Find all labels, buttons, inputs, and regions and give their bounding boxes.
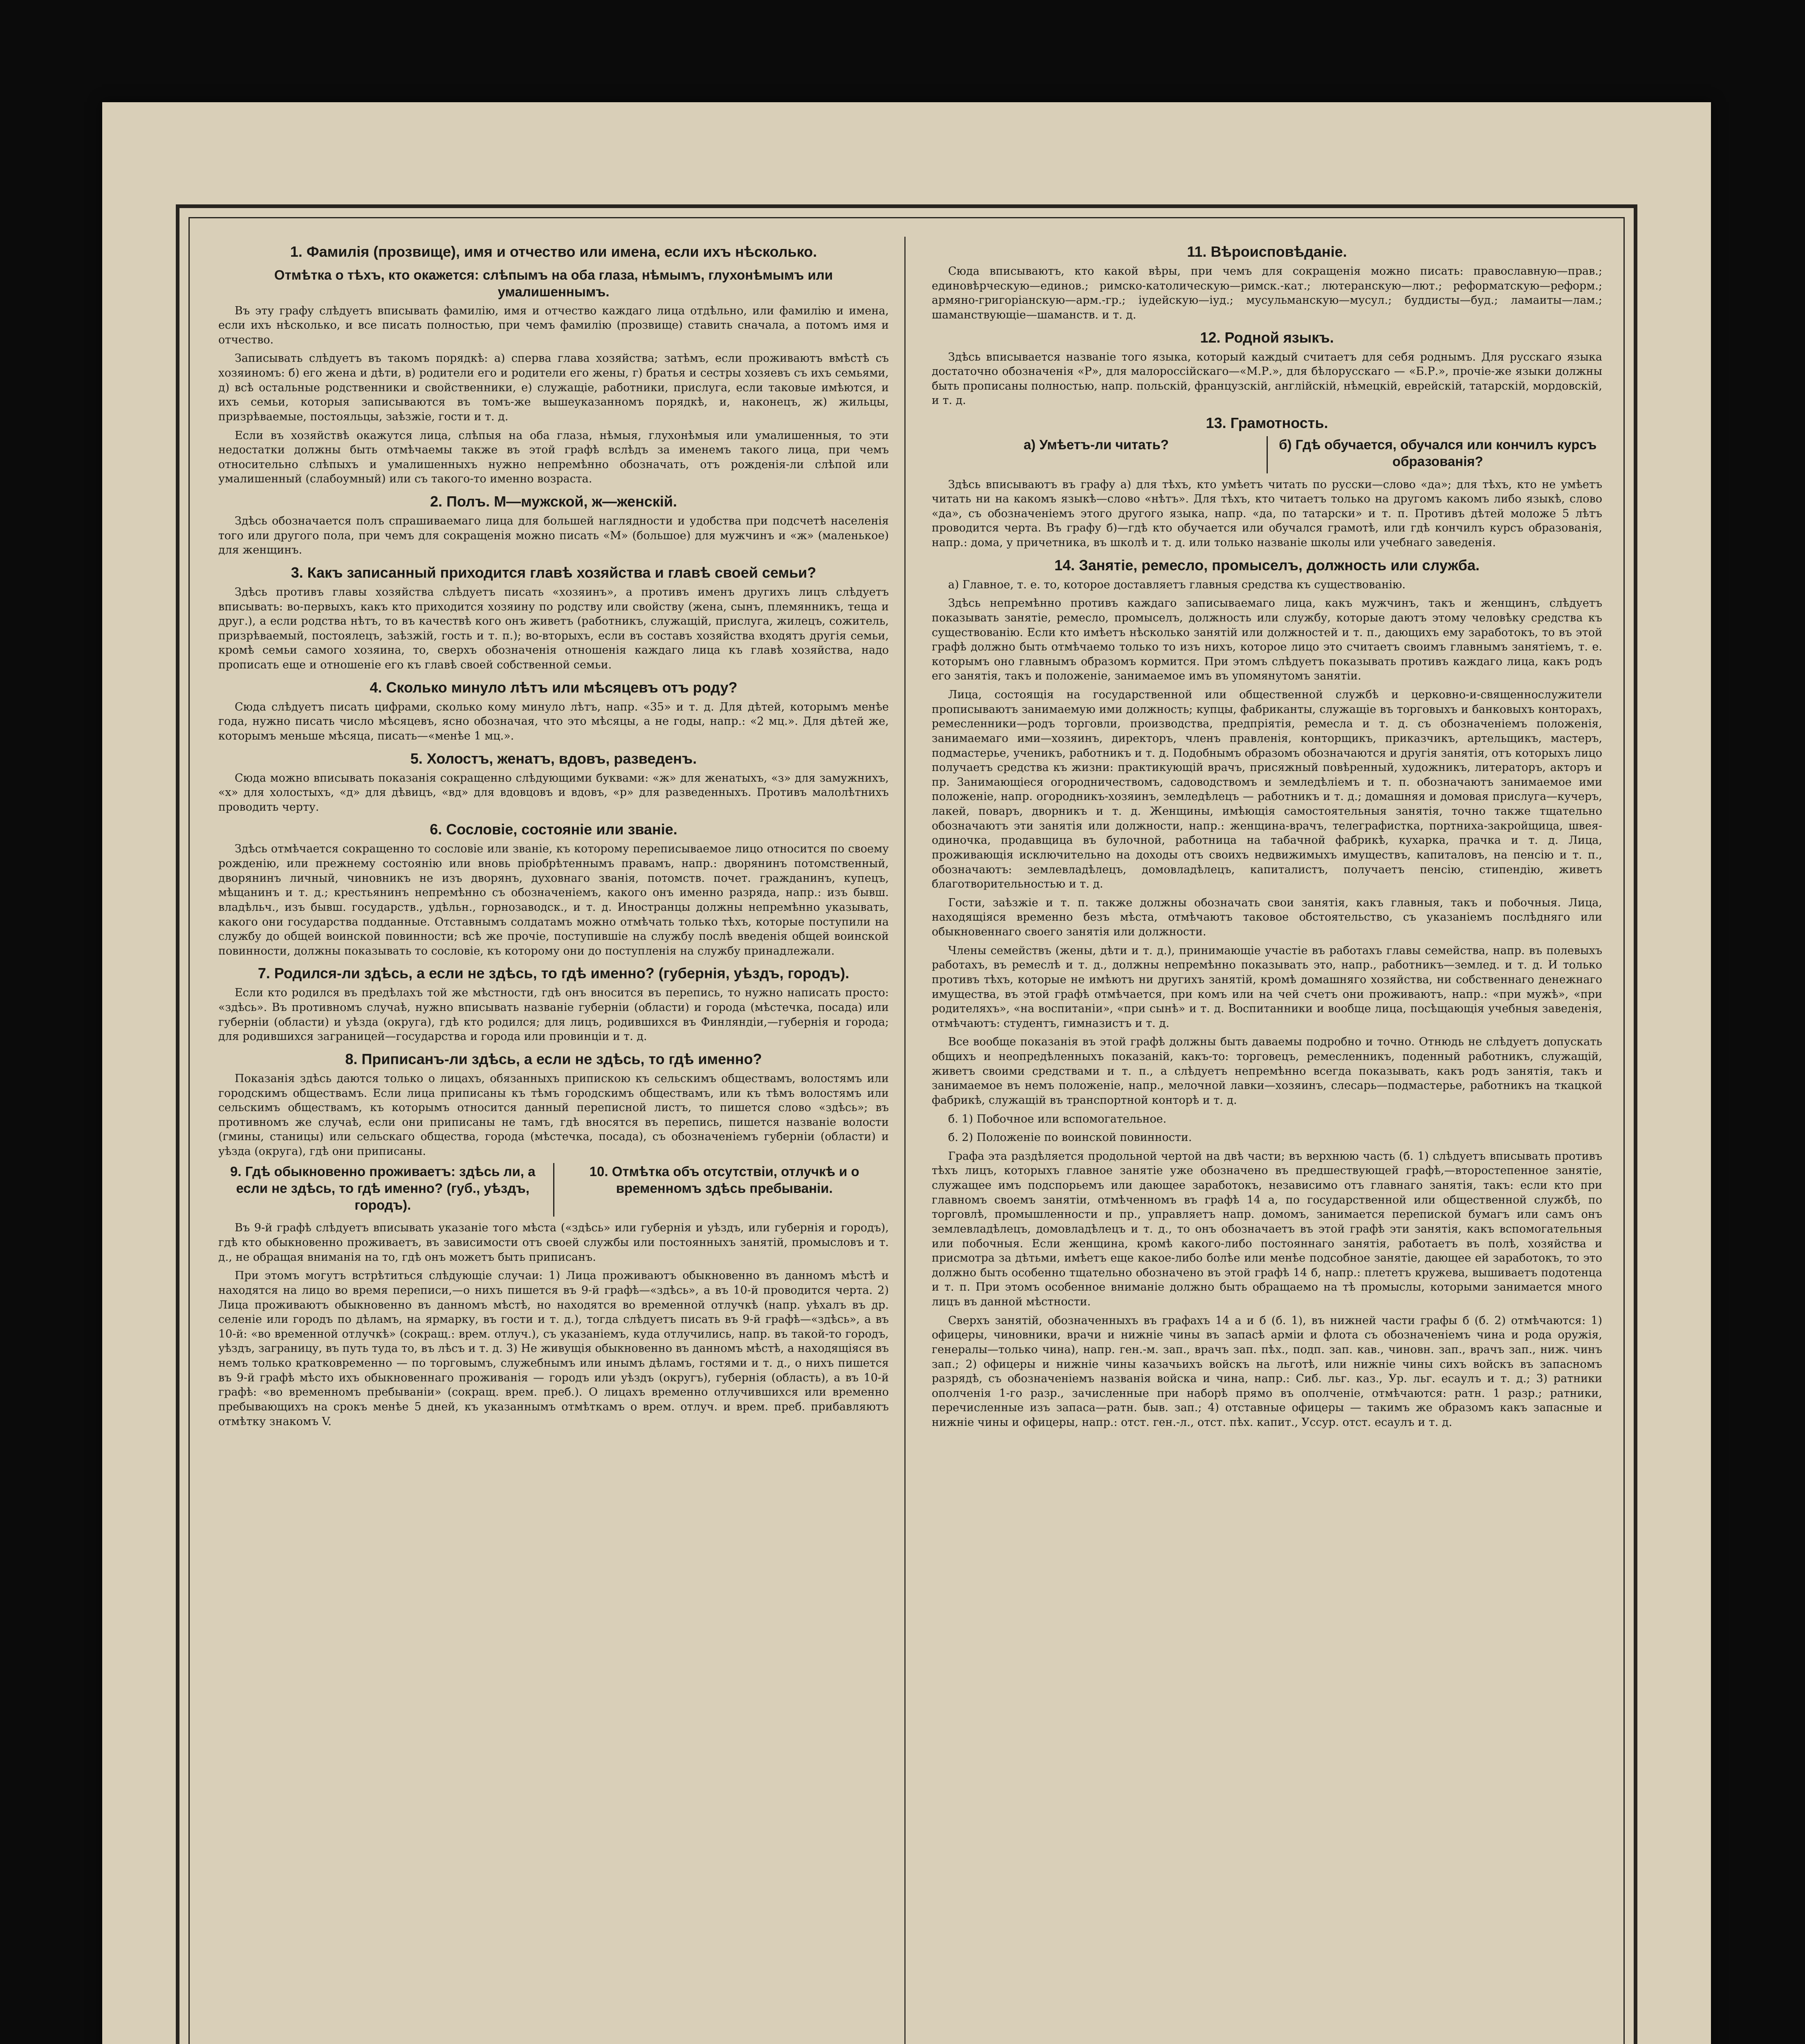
literacy-a-heading: а) Умѣетъ-ли читать?	[1023, 437, 1169, 452]
section-paragraph: Записывать слѣдуетъ въ такомъ порядкѣ: а) сперва глава хозяйства; затѣмъ, если проживаютъ вмѣстѣ съ хозяиномъ: б) его жена и дѣти, в) родители его и родители его жены, г) братья и сестры хозяевъ съ ихъ семьями, д) всѣ остальные родственники и свойственники, е) служащіе, работники, прислуга, если таковые имѣются, и ихъ семьи, которыя записываются въ томъ-же вышеуказанномъ порядкѣ, и, наконецъ, ж) жильцы, призрѣваемые, постояльцы, заѣзжіе, гости и т. д.	[218, 352, 889, 423]
section-paragraph: Сюда можно вписывать показанія сокращенно слѣдующими буквами: «ж» для женатыхъ, «з» для замужнихъ, «х» для холостыхъ, «д» для дѣвицъ, «вд» для вдовцовъ и вдовъ, «р» для разведенныхъ. Противъ малолѣтнихъ проводить черту.	[218, 771, 889, 814]
section-paragraph: Если въ хозяйствѣ окажутся лица, слѣпыя на оба глаза, нѣмыя, глухонѣмыя или умалишенныя, то эти недостатки должны быть отмѣчаемы также въ этой графѣ вслѣдъ за именемъ такого лица, при чемъ относительно слѣпыхъ и умалишенныхъ нужно непремѣнно обозначать, отъ рожденія-ли слѣпой или умалишенный (слабоумный) или съ такого-то именно возраста.	[218, 429, 889, 486]
question-10-heading: 10. Отмѣтка объ отсутствіи, отлучкѣ и о временномъ здѣсь пребываніи.	[589, 1163, 859, 1196]
section-subheading: Отмѣтка о тѣхъ, кто окажется: слѣпымъ на оба глаза, нѣмымъ, глухонѣмымъ или умалишеннымъ.	[274, 267, 833, 300]
column-divider	[904, 237, 906, 2044]
literacy-subquestions	[932, 436, 1602, 473]
section-paragraph: Члены семействъ (жены, дѣти и т. д.), принимающіе участіе въ работахъ главы семейства, напр. въ полевыхъ работахъ, въ ремеслѣ и т. д., должны непремѣнно показывать это, напр., работникъ—землед. и т. д. И только противъ тѣхъ, которые не имѣютъ ни другихъ занятій, кромѣ домашняго хозяйства, ни собственнаго денежнаго имущества, въ этой графѣ отмѣчается, при комъ или на чей счетъ они проживаютъ, напр.: «при мужѣ», «при родителяхъ», «на воспитаніи», «при сынѣ» и т. д. Воспитанники и вообще лица, посѣщающія учебныя заведенія, отмѣчаютъ: студентъ, гимназистъ и т. д.	[932, 944, 1602, 1030]
question-9-heading: 9. Гдѣ обыкновенно проживаетъ: здѣсь ли, а если не здѣсь, то гдѣ именно? (губ., уѣздъ, городъ).	[230, 1163, 536, 1213]
section-heading: 12. Родной языкъ.	[1200, 329, 1334, 346]
section-heading: 8. Приписанъ-ли здѣсь, а если не здѣсь, то гдѣ именно?	[345, 1050, 762, 1067]
section-paragraph: Здѣсь обозначается полъ спрашиваемаго лица для большей наглядности и удобства при подсчетѣ населенія того или другого пола, при чемъ для сокращенія можно писать «М» (большое) для мужчинъ и «ж» (маленькое) для женщинъ.	[218, 515, 889, 557]
section-heading: 13. Грамотность.	[1206, 415, 1328, 431]
section-paragraph: Сверхъ занятій, обозначенныхъ въ графахъ 14 а и б (б. 1), въ нижней части графы б (б. 2) отмѣчаются: 1) офицеры, чиновники, врачи и нижніе чины въ запасѣ арміи и флота съ обозначеніемъ чина и рода оружія, генералы—только чина), напр. ген.-м. зап., врачъ зап. пѣх., подп. зап. кав., чиновн. зап., врачъ зап., ниж. чинъ зап.; 2) офицеры и нижніе чины казачьихъ войскъ на льготѣ, или нижніе чины сихъ войскъ въ запасномъ разрядѣ, съ обозначеніемъ названія войска и чина, напр.: Сиб. льг. каз., Ур. льг. есаулъ и т. д.; 3) ратники ополченія 1-го разр., зачисленные при наборѣ прямо въ ополченіе, отмѣчаются: ратн. 1 разр.; ратники, перечисленные изъ запаса—ратн. быв. зап.; 4) отставные офицеры — такимъ же образомъ какъ запасные и нижніе чины и офицеры, напр.: отст. ген.-л., отст. пѣх. капит., Уссур. отст. есаулъ и т. д.	[932, 1314, 1602, 1429]
section-paragraph: Показанія здѣсь даются только о лицахъ, обязанныхъ припискою къ сельскимъ обществамъ, волостямъ или городскимъ обществамъ. Если лица приписаны къ тѣмъ городскимъ обществамъ, или къ тѣмъ волостямъ или сельскимъ обществамъ, къ которымъ относится данный переписной листъ, то пишется слово «здѣсь»; въ противномъ же случаѣ, если они приписаны не тамъ, гдѣ вносятся въ перепись, пишется названіе волости (гмины, станицы) или сельскаго общества, города (мѣстечка, посада), съ обозначеніемъ губерніи (области) и уѣзда (округа), гдѣ они приписаны.	[218, 1072, 889, 1158]
section-heading: 6. Сословіе, состояніе или званіе.	[430, 821, 677, 838]
page-frame	[176, 204, 1637, 2044]
section-paragraph: Лица, состоящія на государственной или общественной службѣ и церковно-и-священнослужители прописываютъ занимаемую ими должность; купцы, фабриканты, служащіе въ торговыхъ и банковыхъ конторахъ, ремесленники—родъ торговли, производства, предпріятія, ремесла и т. д. съ обозначеніемъ положенія, занимаемаго ими—хозяинъ, директоръ, членъ правленія, конторщикъ, приказчикъ, артельщикъ, мастеръ, подмастерье, ученикъ, работникъ и т. д. Подобнымъ образомъ обозначаются и другія занятія, отъ которыхъ лицо получаетъ средства къ жизни: практикующій врачъ, присяжный повѣренный, художникъ, литераторъ, акторъ и пр. Занимающіеся огородничествомъ, садоводствомъ и земледѣліемъ и т. п. обозначаютъ занимаемое ими положеніе, напр. огородникъ-хозяинъ, земледѣлецъ — работникъ и т. д.; домашняя и домовая прислуга—кучеръ, лакей, поваръ, дворникъ и т. д. Женщины, имѣющія самостоятельныя занятія, точно также тщательно обозначаютъ эти занятія или должности, напр.: женщина-врачъ, телеграфистка, портниха-закройщица, швея-одиночка, продавщица въ булочной, работница на табачной фабрикѣ, кухарка, прачка и т. д. Лица, проживающія исключительно на доходы отъ своихъ недвижимыхъ имуществъ, капиталовъ, на пенсію и т. п., обозначаютъ: землевладѣлецъ, домовладѣлецъ, капиталистъ, получаетъ пенсію, стипендію, живетъ благотворительностью и т. д.	[932, 688, 1602, 891]
question-9-cell	[218, 1163, 554, 1217]
left-column	[218, 237, 889, 1433]
section-paragraph: Здѣсь вписываютъ въ графу а) для тѣхъ, кто умѣетъ читать по русски—слово «да»; для тѣхъ, кто не умѣетъ читать ни на какомъ языкѣ—слово «нѣтъ». Для тѣхъ, кто читаетъ только на другомъ какомъ либо языкѣ, слово «да», съ обозначеніемъ этого другого языка, напр. «да, по татарски» и т. п. Противъ дѣтей моложе 5 лѣтъ проводится черта. Въ графу б)—гдѣ кто обучается или обучался грамотѣ, или гдѣ кончилъ курсъ образованія, напр.: дома, у причетника, въ школѣ и т. д. или только названіе школы или учебнаго заведенія.	[932, 478, 1602, 549]
section-paragraph: б. 2) Положеніе по воинской повинности.	[948, 1131, 1192, 1144]
section-paragraph: б. 1) Побочное или вспомогательное.	[948, 1112, 1167, 1125]
section-paragraph: Здѣсь непремѣнно противъ каждаго записываемаго лица, какъ мужчинъ, такъ и женщинъ, слѣдуетъ показывать занятіе, ремесло, промыселъ, должность или службу, которые даютъ этому человѣку средства къ существованію. Если кто имѣетъ нѣсколько занятій или должностей и т. п., дающихъ ему заработокъ, то въ этой графѣ должно быть отмѣчаемо только то изъ нихъ, которое лицо это считаетъ своимъ главнымъ занятіемъ, т. е. которымъ оно главнымъ образомъ кормится. При этомъ слѣдуетъ показывать противъ каждаго лица, какъ родъ его занятія, такъ и положеніе, занимаемое имъ въ упомянутомъ занятіи.	[932, 597, 1602, 683]
section-paragraph: Здѣсь противъ главы хозяйства слѣдуетъ писать «хозяинъ», а противъ именъ другихъ лицъ слѣдуетъ вписывать: во-первыхъ, какъ кто приходится хозяину по родству или свойству (жена, сынъ, племянникъ, теща и друг.), а если родства нѣтъ, то въ качествѣ кого онъ живетъ (работникъ, служащій, прислуга, жилецъ, сожитель, призрѣваемый, постоялецъ, заѣзжій, гость и т. п.); во-вторыхъ, если въ составъ хозяйства входятъ другія семьи, кромѣ семьи самого хозяина, то, сверхъ обозначенія отношенія каждаго лица къ главѣ хозяйства, надо прописать еще и отношеніе его къ главѣ своей собственной семьи.	[218, 585, 889, 671]
section-paragraph: Если кто родился въ предѣлахъ той же мѣстности, гдѣ онъ вносится въ перепись, то нужно написать просто: «здѣсь». Въ противномъ случаѣ, нужно вписывать названіе губерніи (области) и города (мѣстечка, посада) или губерніи (области) и уѣзда (округа), гдѣ кто родился; для лицъ, родившихся въ Финляндіи,—губернія и города; для родившихся заграницей—государства и города или провинціи и т. д.	[218, 986, 889, 1043]
literacy-b	[1268, 436, 1603, 473]
section-heading: 4. Сколько минуло лѣтъ или мѣсяцевъ отъ роду?	[370, 679, 738, 696]
question-10-cell	[554, 1163, 889, 1217]
section-paragraph: Все вообще показанія въ этой графѣ должны быть даваемы подробно и точно. Отнюдь не слѣдуетъ допускать общихъ и неопредѣленныхъ показаній, какъ-то: торговецъ, ремесленникъ, поденный работникъ, служащій, живетъ своими средствами и т. п., а слѣдуетъ непремѣнно всегда показывать, какъ родъ занятія, такъ и занимаемое въ немъ положеніе, напр., мелочной лавки—хозяинъ, слесарь—подмастерье, работникъ на ткацкой фабрикѣ, служащій въ транспортной конторѣ и т. д.	[932, 1035, 1602, 1107]
section-paragraph: Сюда вписываютъ, кто какой вѣры, при чемъ для сокращенія можно писать: православную—прав.; единовѣрческую—единов.; римско-католическую—римск.-кат.; лютеранскую—лют.; реформатскую—реформ.; армяно-григоріанскую—арм.-гр.; іудейскую—іуд.; мусульманскую—мусул.; буддисты—буд.; ламаиты—лам.; шаманствующіе—шаманств. и т. д.	[932, 265, 1602, 321]
right-column	[932, 237, 1602, 1434]
section-paragraph: Здѣсь вписывается названіе того языка, который каждый считаетъ для себя роднымъ. Для русскаго языка достаточно обозначенія «Р», для малороссійскаго—«М.Р.», для бѣлорусскаго — «Б.Р.», прочіе-же языки должны быть прописаны полностью, напр. польскій, французскій, англійскій, нѣмецкій, еврейскій, татарскій, мордовскій, и т. д.	[932, 350, 1602, 407]
section-heading: 7. Родился-ли здѣсь, а если не здѣсь, то гдѣ именно? (губернія, уѣздъ, городъ).	[258, 965, 850, 982]
literacy-b-heading: б) Гдѣ обучается, обучался или кончилъ курсъ образованія?	[1279, 437, 1597, 469]
section-heading: 11. Вѣроисповѣданіе.	[1187, 243, 1347, 260]
section-heading: 3. Какъ записанный приходится главѣ хозяйства и главѣ своей семьи?	[291, 564, 816, 581]
section-heading: 1. Фамилія (прозвище), имя и отчество или имена, если ихъ нѣсколько.	[290, 243, 817, 260]
section-paragraph: Въ 9-й графѣ слѣдуетъ вписывать указаніе того мѣста («здѣсь» или губернія и уѣздъ, или губернія и городъ), гдѣ кто обыкновенно проживаетъ, въ зависимости отъ своей службы или постоянныхъ занятій, промысловъ и т. д., не обращая вниманія на то, гдѣ онъ можетъ быть приписанъ.	[218, 1221, 889, 1264]
section-paragraph: Въ эту графу слѣдуетъ вписывать фамилію, имя и отчество каждаго лица отдѣльно, или фамилію и имена, если ихъ нѣсколько, и все писать полностью, при чемъ фамилію (прозвище) ставить сначала, а потомъ имя и отчество.	[218, 304, 889, 346]
questions-9-10-block	[218, 1163, 889, 1217]
section-paragraph: а) Главное, т. е. то, которое доставляетъ главныя средства къ существованію.	[948, 578, 1406, 591]
section-paragraph: Гости, заѣзжіе и т. п. также должны обозначать свои занятія, какъ главныя, такъ и побочныя. Лица, находящіяся временно безъ мѣста, отмѣчаютъ таковое обстоятельство, съ указаніемъ послѣдняго или обыкновеннаго своего занятія или должности.	[932, 896, 1602, 938]
section-paragraph: Сюда слѣдуетъ писать цифрами, сколько кому минуло лѣтъ, напр. «35» и т. д. Для дѣтей, которымъ менѣе года, нужно писать число мѣсяцевъ, ясно обозначая, что это мѣсяцы, а не годы, напр.: «2 мц.». Для дѣтей же, которымъ меньше мѣсяца, писать—«менѣе 1 мц.».	[218, 700, 889, 742]
literacy-a	[932, 436, 1268, 473]
section-heading: 5. Холостъ, женатъ, вдовъ, разведенъ.	[410, 750, 697, 767]
section-heading: 14. Занятіе, ремесло, промыселъ, должность или служба.	[1054, 556, 1480, 574]
section-heading: 2. Полъ. М—мужской, ж—женскій.	[430, 493, 677, 510]
census-sheet	[102, 102, 1711, 2044]
section-paragraph: Здѣсь отмѣчается сокращенно то сословіе или званіе, къ которому переписываемое лицо относится по своему рожденію, или прежнему состоянію или вновь пріобрѣтеннымъ правамъ, напр.: дворянинъ потомственный, дворянинъ личный, чиновникъ не изъ дворянъ, духовнаго званія, потомств. почет. гражданинъ, купецъ, мѣщанинъ и т. д.; крестьянинъ непремѣнно съ обозначеніемъ, какого онъ именно разряда, напр.: изъ бывш. владѣльч., изъ бывш. государств., удѣльн., горнозаводск., и т. д. Иностранцы должны непремѣнно указывать, какого они государства подданные. Отставнымъ солдатамъ можно отмѣчать только тѣхъ, которые поступили на службу до общей воинской повинности; всѣ же прочіе, поступившіе на службу послѣ введенія общей воинской повинности, должны показывать то сословіе, къ которому они до поступленія на службу принадлежали.	[218, 843, 889, 957]
section-paragraph: Графа эта раздѣляется продольной чертой на двѣ части; въ верхнюю часть (б. 1) слѣдуетъ вписывать противъ тѣхъ лицъ, которыхъ главное занятіе уже обозначено въ предшествующей графѣ,—второстепенное занятіе, служащее имъ подспорьемъ или дающее заработокъ, независимо отъ главнаго занятія, такъ: если кто при главномъ своемъ занятіи, отмѣченномъ въ графѣ 14 а, по государственной или общественной службѣ, по торговлѣ, промышленности и пр., управляетъ напр. домомъ, занимается перепиской бумагъ или самъ онъ землевладѣлецъ, домовладѣлецъ и т. д., то онъ обозначаетъ въ этой графѣ эти занятія, какъ вспомогательныя или побочныя. Если женщина, кромѣ какого-либо постояннаго занятія, работаетъ въ полѣ, хозяйства и присмотра за дѣтьми, имѣетъ еще какое-либо болѣе или менѣе подсобное занятіе, дающее ей заработокъ, то это должно быть особенно тщательно обозначено въ этой графѣ 14 б, напр.: плететъ кружева, вышиваетъ подотенца и т. п. При этомъ особенное вниманіе должно быть обращаемо на тѣ промыслы, которыми занимается много лицъ въ данной мѣстности.	[932, 1150, 1602, 1308]
section-paragraph: При этомъ могутъ встрѣтиться слѣдующіе случаи: 1) Лица проживаютъ обыкновенно въ данномъ мѣстѣ и находятся на лицо во время переписи,—о нихъ пишется въ 9-й графѣ—«здѣсь», а въ 10-й проводится черта. 2) Лица проживаютъ обыкновенно въ данномъ мѣстѣ, но находятся во временной отлучкѣ (напр. уѣхалъ въ др. селеніе или городъ по дѣламъ, на ярмарку, въ гости и т. д.), тогда слѣдуетъ писать въ 9-й графѣ—«здѣсь», а въ 10-й: «во временной отлучкѣ» (сокращ.: врем. отлуч.), съ указаніемъ, куда отлучились, напр. въ такой-то городъ, уѣздъ, заграницу, въ путь туда то, въ лѣсъ и т. д. 3) Не живущія обыкновенно въ данномъ мѣстѣ, а находящіяся въ немъ только кратковременно — по торговымъ, служебнымъ или инымъ дѣламъ, гостями и т. д., о нихъ пишется въ 9-й графѣ мѣсто ихъ обыкновеннаго проживанія — городъ или уѣздъ (округъ), губернія (область), а въ 10-й графѣ: «во временномъ пребываніи» (сокращ. врем. преб.). О лицахъ временно отлучившихся или временно пребывающихъ на срокъ менѣе 5 дней, къ указаннымъ отмѣткамъ о врем. отлуч. и врем. преб. прибавляютъ отмѣтку знакомъ V.	[218, 1269, 889, 1428]
